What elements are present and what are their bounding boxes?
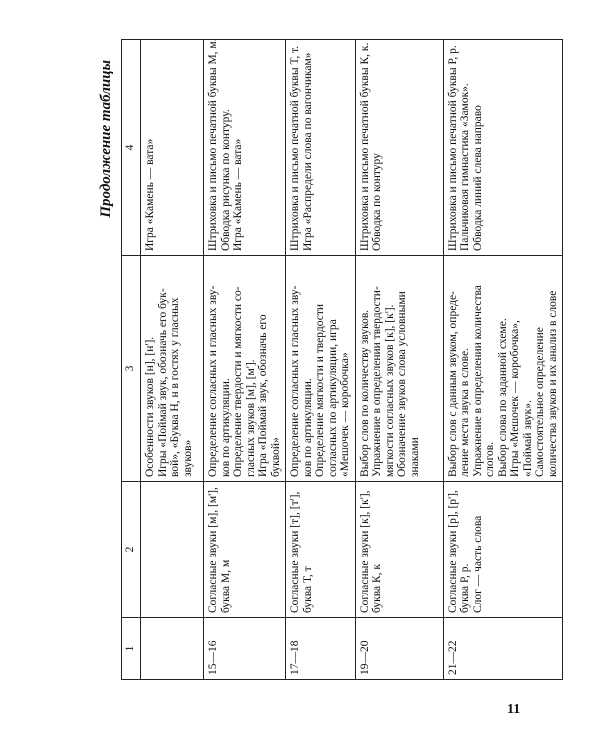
text-line: Штриховка и письмо печатной буквы К, к. [358,42,371,251]
text-line: Штриховка и письмо печатной буквы М, м. [207,38,219,251]
text-line: Определение согласных и гласных зву- [207,285,219,477]
text-line: количества звуков и их анализ в слове [546,290,559,477]
text-line: Игры «Мешочек — коробочка», [509,320,521,477]
lesson-number-cell [141,618,204,680]
text-line: Игры «Поймай звук, обозначь его бук- [156,288,169,477]
text-line: «Мешочек — коробочка» [339,352,351,477]
text-line: Определение твердости и мягкости со- [232,286,244,477]
header-cell-4: 4 [122,40,141,256]
text-line: Выбор слова по заданной схеме. [496,318,509,477]
text-line: гласных звуков [м], [м']. [244,359,257,477]
fine-motor-cell [286,40,356,256]
rotated-page-content [95,38,559,680]
text-line: Согласные звуки [т], [т'], [289,491,301,613]
text-line: Игра «Распредели слова по вагончикам» [301,52,314,251]
text-line: Определение согласных и гласных зву- [289,285,301,477]
page-number: 11 [507,702,521,717]
text-line: Определение мягкости и твердости [314,303,326,477]
text-line: Обводка линий слева направо [471,105,484,251]
text-line: звуков» [181,439,194,477]
text-line: мягкости согласных звуков [к], [к']. [383,304,396,477]
table-row [204,40,286,680]
work-cell [443,256,563,482]
work-cell [286,256,356,482]
text-line: Согласные звуки [м], [м'], [207,487,219,613]
text-line: буквой» [269,437,282,477]
text-line: согласных по артикуляции, игра [326,319,339,477]
fine-motor-cell [141,40,204,256]
table-row [141,40,204,680]
text-line: Самостоятельное определение [534,327,546,477]
text-line: Обозначение звуков слова условными [396,291,408,477]
text-line: Пальчиковая гимнастика «Замок». [459,83,471,251]
text-line: Выбор слов с данным звуком, опреде- [446,291,459,477]
text-line: буква Р, р. [459,563,471,613]
work-cell [355,256,443,482]
text-line: Игра «Камень — вата» [144,138,156,251]
text-line: «Поймай звук». [521,400,534,477]
fine-motor-cell [443,40,563,256]
text-line: Согласные звуки [к], [к'], [358,490,371,613]
work-cell [204,256,286,482]
topic-cell [141,482,204,618]
topic-cell [355,482,443,618]
text-line: Выбор слов по количеству звуков. [358,309,371,477]
table-row [286,40,356,680]
lesson-number-cell: 21—22 [443,618,563,680]
text-line: буква М, м [219,559,232,613]
text-line: Упражнение в определении количества [471,285,484,477]
table-row [443,40,563,680]
text-line: знаками [408,437,421,477]
header-cell-3: 3 [122,256,141,482]
text-line: Игра «Камень — вата» [232,138,244,251]
text-line: ков по артикуляции. [301,378,314,477]
text-line: Обводка рисунка по контуру. [219,109,232,251]
text-line: буква Т, т [301,566,314,613]
lesson-plan-table [121,39,563,680]
text-line: слогов. [484,441,496,477]
topic-cell [204,482,286,618]
text-line: Слог — часть слова [471,515,484,613]
text-line: Штриховка и письмо печатной буквы Т, т. [289,45,301,251]
text-line: Обводка по контуру [371,153,383,251]
fine-motor-cell [355,40,443,256]
text-line: Штриховка и письмо печатной буквы Р, р. [446,45,459,251]
lesson-number-cell: 15—16 [204,618,286,680]
text-line: Игра «Поймай звук, обозначь его [257,314,269,477]
header-cell-2: 2 [122,482,141,618]
lesson-number-cell: 19—20 [355,618,443,680]
table-row [355,40,443,680]
table-header-row [122,40,141,680]
topic-cell [443,482,563,618]
text-line: Особенности звуков [н], [н']. [144,336,156,477]
text-line: вой», «Буква Н, н в гостях у гласных [169,297,181,477]
topic-cell [286,482,356,618]
lesson-number-cell: 17—18 [286,618,356,680]
text-line: ление места звука в слове. [459,347,471,477]
fine-motor-cell [204,40,286,256]
text-line: Согласные звуки [р], [р'], [446,490,459,613]
work-cell [141,256,204,482]
header-cell-1: 1 [122,618,141,680]
text-line: буква К, к [371,563,383,613]
text-line: ков по артикуляции. [219,378,232,477]
text-line: Упражнение в определении твердости- [371,286,383,477]
table-continuation-caption: Продолжение таблицы [98,60,114,218]
